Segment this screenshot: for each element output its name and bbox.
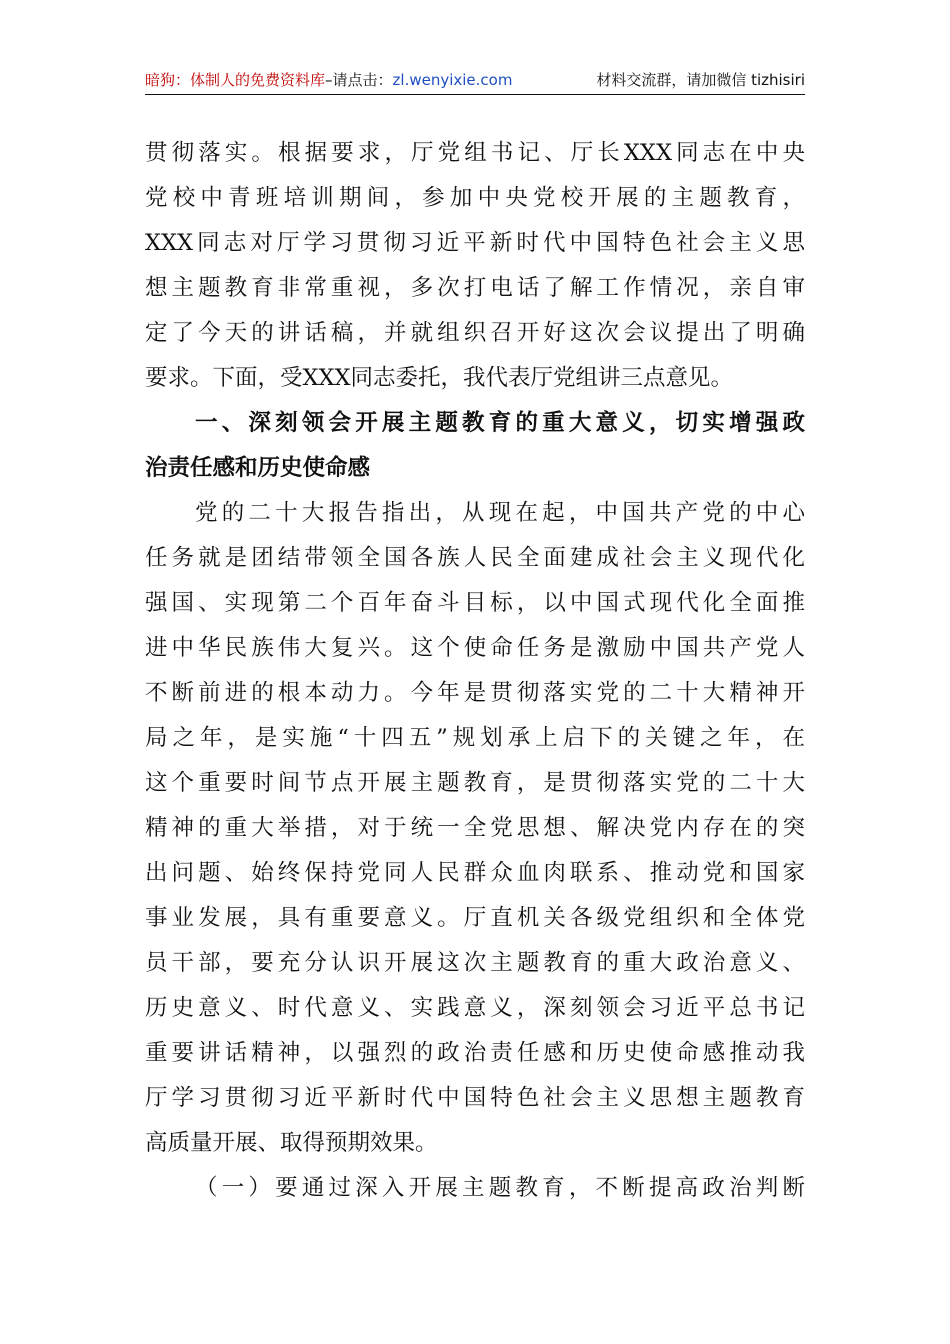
page-header xyxy=(145,70,805,95)
body-line: 定了今天的讲话稿，并就组织召开好这次会议提出了明确 xyxy=(145,320,805,346)
header-brand: 暗狗：体制人的免费资料库 xyxy=(145,71,326,89)
body-line: 要求。下面，受XXX同志委托，我代表厅党组讲三点意见。 xyxy=(145,365,734,391)
body-line: 精神的重大举措，对于统一全党思想、解决党内存在的突 xyxy=(145,815,805,841)
section-heading-cont: 治责任感和历史使命感 xyxy=(145,455,371,481)
body-line: 任务就是团结带领全国各族人民全面建成社会主义现代化 xyxy=(145,545,805,571)
body-line: XXX同志对厅学习贯彻习近平新时代中国特色社会主义思 xyxy=(145,230,805,256)
body-line: 党的二十大报告指出，从现在起，中国共产党的中心 xyxy=(195,500,805,526)
section-heading: 一、深刻领会开展主题教育的重大意义，切实增强政 xyxy=(195,410,805,436)
body-line: 重要讲话精神，以强烈的政治责任感和历史使命感推动我 xyxy=(145,1040,805,1066)
header-url-link[interactable]: zl.wenyixie.com xyxy=(392,71,513,89)
body-line: 历史意义、时代意义、实践意义，深刻领会习近平总书记 xyxy=(145,995,805,1021)
body-line: 高质量开展、取得预期效果。 xyxy=(145,1130,438,1156)
header-contact: 材料交流群，请加微信 tizhisiri xyxy=(596,71,805,89)
body-line: 事业发展，具有重要意义。厅直机关各级党组织和全体党 xyxy=(145,905,805,931)
body-line: 强国、实现第二个百年奋斗目标，以中国式现代化全面推 xyxy=(145,590,805,616)
body-line: 想主题教育非常重视，多次打电话了解工作情况，亲自审 xyxy=(145,275,805,301)
body-line: 贯彻落实。根据要求，厅党组书记、厅长XXX同志在中央 xyxy=(145,140,805,166)
body-line: 出问题、始终保持党同人民群众血肉联系、推动党和国家 xyxy=(145,860,805,886)
body-line: 厅学习贯彻习近平新时代中国特色社会主义思想主题教育 xyxy=(145,1085,805,1111)
body-line: 这个重要时间节点开展主题教育，是贯彻落实党的二十大 xyxy=(145,770,805,796)
body-line: 不断前进的根本动力。今年是贯彻落实党的二十大精神开 xyxy=(145,680,805,706)
body-line: 党校中青班培训期间，参加中央党校开展的主题教育， xyxy=(145,185,805,211)
subsection-heading: （一）要通过深入开展主题教育，不断提高政治判断 xyxy=(195,1175,805,1201)
body-line: 员干部，要充分认识开展这次主题教育的重大政治意义、 xyxy=(145,950,805,976)
body-line: 进中华民族伟大复兴。这个使命任务是激励中国共产党人 xyxy=(145,635,805,661)
header-prompt: –请点击： xyxy=(325,71,393,89)
body-line: 局之年，是实施“十四五”规划承上启下的关键之年，在 xyxy=(145,725,805,751)
